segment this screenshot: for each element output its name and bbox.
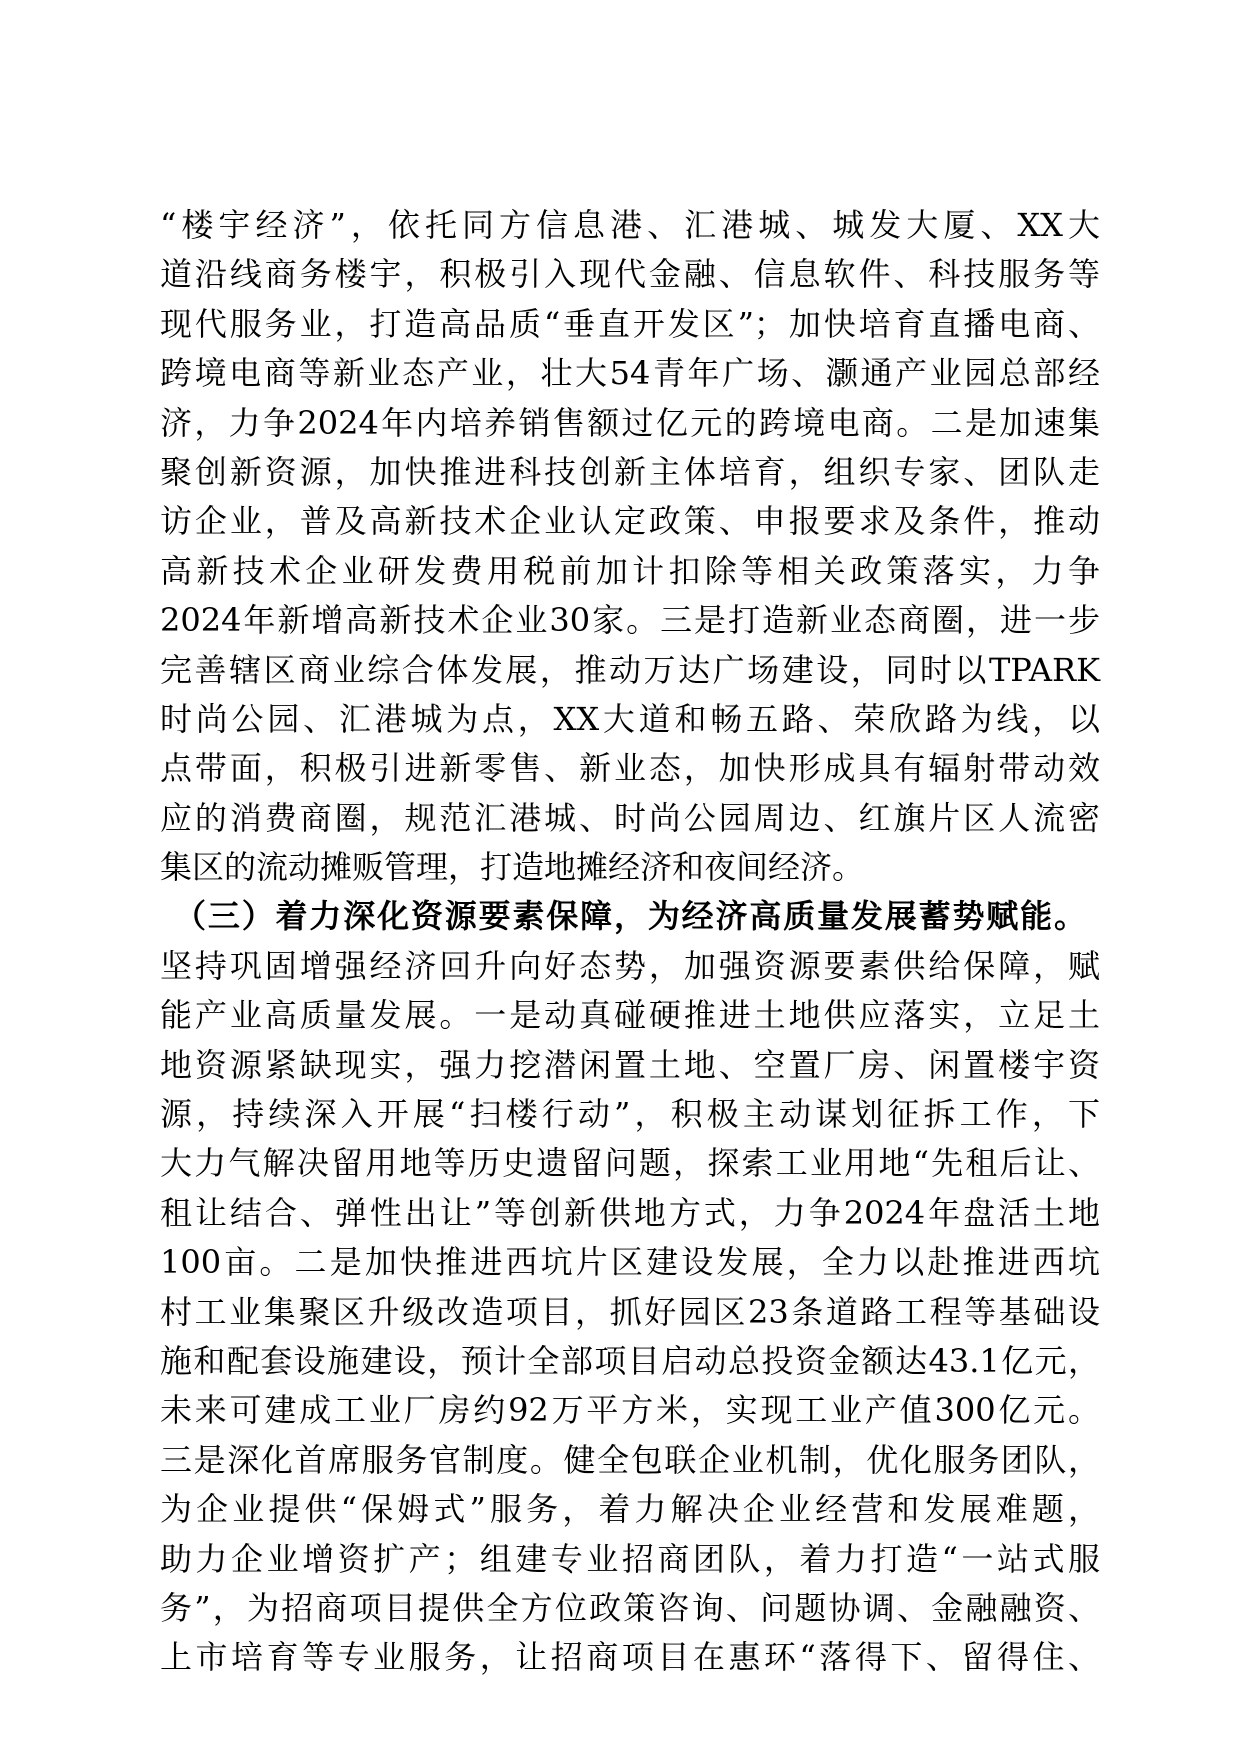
text-line: 务”，为招商项目提供全方位政策咨询、问题协调、金融融资、 — [160, 1588, 1100, 1627]
body-text — [160, 201, 1100, 1683]
text-line: 源，持续深入开展“扫楼行动”，积极主动谋划征拆工作，下 — [160, 1095, 1100, 1134]
text-line: 访企业，普及高新技术企业认定政策、申报要求及条件，推动 — [160, 502, 1100, 541]
text-line: 100亩。二是加快推进西坑片区建设发展，全力以赴推进西坑 — [160, 1243, 1100, 1282]
text-line: 济，力争2024年内培养销售额过亿元的跨境电商。二是加速集 — [160, 403, 1100, 442]
text-line: 村工业集聚区升级改造项目，抓好园区23条道路工程等基础设 — [160, 1292, 1100, 1331]
text-line: 未来可建成工业厂房约92万平方米，实现工业产值300亿元。 — [160, 1391, 1100, 1430]
text-line: 应的消费商圈，规范汇港城、时尚公园周边、红旗片区人流密 — [160, 798, 1100, 837]
text-line: 坚持巩固增强经济回升向好态势，加强资源要素供给保障，赋 — [160, 946, 1100, 985]
text-line: 租让结合、弹性出让”等创新供地方式，力争2024年盘活土地 — [160, 1193, 1100, 1232]
text-line: 点带面，积极引进新零售、新业态，加快形成具有辐射带动效 — [160, 749, 1100, 788]
section-heading: （三）着力深化资源要素保障，为经济高质量发展蓄势赋能。 — [174, 897, 1086, 936]
text-line: 集区的流动摊贩管理，打造地摊经济和夜间经济。 — [160, 848, 865, 887]
text-line: 为企业提供“保姆式”服务，着力解决企业经营和发展难题， — [160, 1490, 1100, 1529]
text-line: 施和配套设施建设，预计全部项目启动总投资金额达43.1亿元， — [160, 1341, 1100, 1380]
text-line: “楼宇经济”，依托同方信息港、汇港城、城发大厦、XX大 — [160, 206, 1100, 244]
text-line: 完善辖区商业综合体发展，推动万达广场建设，同时以TPARK — [160, 650, 1100, 689]
text-line: 地资源紧缺现实，强力挖潜闲置土地、空置厂房、闲置楼宇资 — [160, 1045, 1100, 1084]
text-line: 时尚公园、汇港城为点，XX大道和畅五路、荣欣路为线，以 — [160, 699, 1100, 738]
text-line: 助力企业增资扩产；组建专业招商团队，着力打造“一站式服 — [160, 1539, 1100, 1578]
text-line: 2024年新增高新技术企业30家。三是打造新业态商圈，进一步 — [160, 601, 1100, 640]
text-line: 大力气解决留用地等历史遗留问题，探索工业用地“先租后让、 — [160, 1144, 1100, 1183]
text-line: 三是深化首席服务官制度。健全包联企业机制，优化服务团队， — [160, 1440, 1100, 1479]
text-line: 跨境电商等新业态产业，壮大54青年广场、灏通产业园总部经 — [160, 354, 1100, 393]
text-line: 现代服务业，打造高品质“垂直开发区”；加快培育直播电商、 — [160, 304, 1100, 343]
text-line: 能产业高质量发展。一是动真碰硬推进土地供应落实，立足土 — [160, 996, 1100, 1035]
text-line: 道沿线商务楼宇，积极引入现代金融、信息软件、科技服务等 — [160, 255, 1100, 294]
text-line: 聚创新资源，加快推进科技创新主体培育，组织专家、团队走 — [160, 452, 1100, 491]
text-line: 高新技术企业研发费用税前加计扣除等相关政策落实，力争 — [160, 551, 1100, 590]
text-line: 上市培育等专业服务，让招商项目在惠环“落得下、留得住、 — [160, 1638, 1100, 1677]
